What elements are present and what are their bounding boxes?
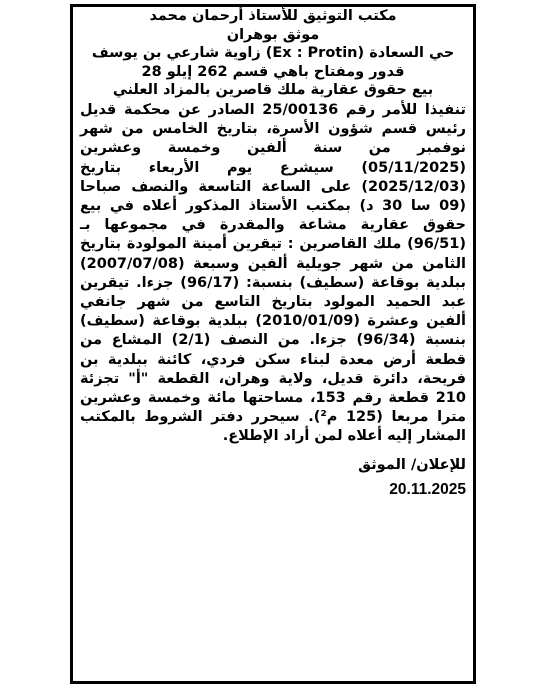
notice-date: 20.11.2025 [389, 480, 466, 498]
notary-title: موثق بوهران [226, 26, 320, 43]
signature-line: للإعلان/ الموثق [358, 456, 466, 473]
notice-subject: بيع حقوق عقارية ملك قاصرين بالمزاد العلني [112, 82, 434, 99]
legal-notice [80, 7, 466, 501]
office-name: مكتب التوثيق للأستاذ أرحمان محمد [149, 8, 397, 24]
office-address-line2: قدور ومفتاح باهي قسم 262 إيلو 28 [141, 63, 405, 80]
notice-body: تنفيذا للأمر رقم 25/00136 الصادر عن محكمة قديل رئيس قسم شؤون الأسرة، بتاريخ الخامس من شهر نوفمبر من سنة ألفين وخمسة وعشرين (05/11/2025) سيشرع يوم الأربعاء بتاريخ (2025/12/03) على الساعة التاسعة والنصف صباحا (09 سا 30 د) بمكتب الأستاذ المذكور أعلاه في بيع حقوق عقارية مشاعة والمقدرة في مجموعها بـ (96/51) ملك القاصرين : تيقرين أمينة المولودة بتاريخ الثامن من شهر جويلية ألفين وسبعة (2007/07/08) ببلدية بوقاعة (سطيف) بنسبة: (96/17) جزءا. تيقرين عبد الحميد المولود بتاريخ التاسع من شهر جانفي ألفين وعشرة (2010/01/09) ببلدية بوقاعة (سطيف) بنسبة (96/34) جزءا. من النصف (2/1) المشاع من قطعة أرض معدة لبناء سكن فردي، كائنة ببلدية بن فريحة، دائرة قديل، ولاية وهران، القطعة "أ" تجزئة 210 قطعة رقم 153، مساحتها مائة وخمسة وعشرين مترا مربعا (125 م²). سيحرر دفتر الشروط بالمكتب المشار إليه أعلاه لمن أراد الإطلاع. [80, 101, 466, 445]
office-address: حي السعادة (Ex : Protin) زاوية شارعي بن يوسف [91, 45, 455, 62]
